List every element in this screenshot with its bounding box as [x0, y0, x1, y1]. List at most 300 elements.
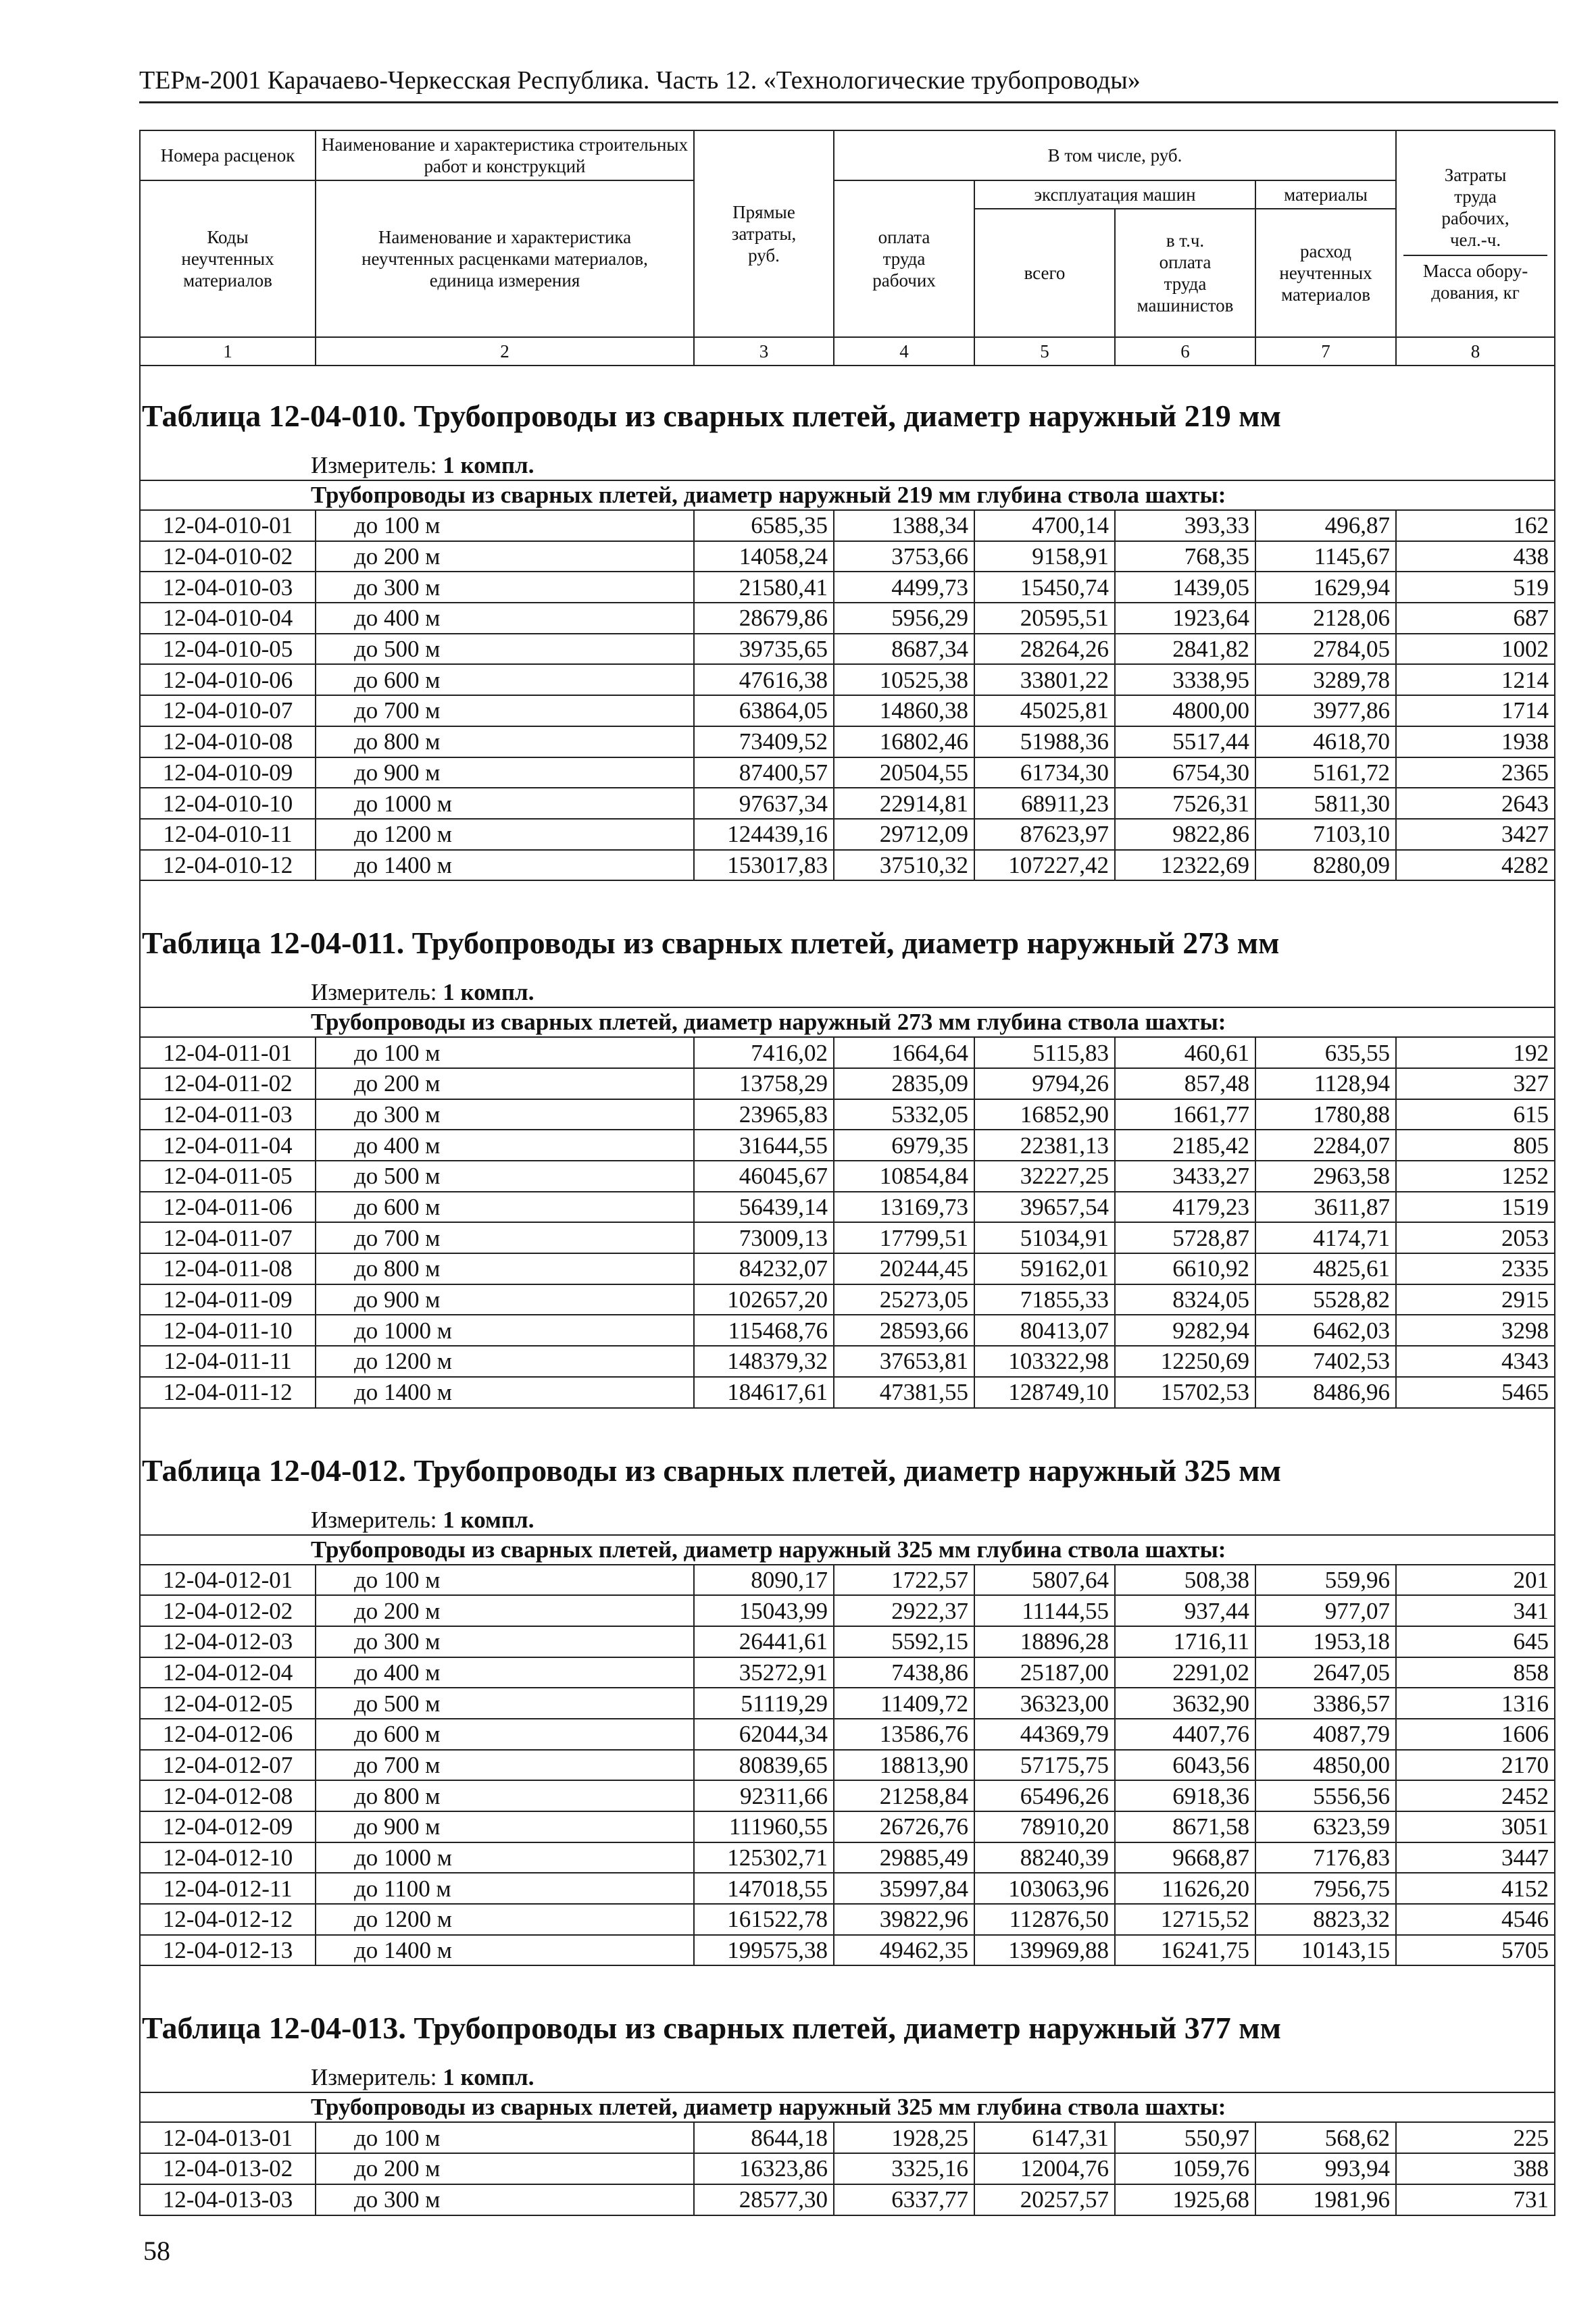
unit-value: 1 компл.: [443, 452, 534, 478]
direct-costs: 51119,29: [694, 1688, 834, 1719]
labor-wages: 20244,45: [834, 1253, 974, 1284]
labor-hours: 519: [1396, 572, 1555, 603]
labor-wages: 4499,73: [834, 572, 974, 603]
labor-wages: 2835,09: [834, 1068, 974, 1099]
rate-code: 12-04-012-02: [140, 1595, 316, 1626]
machinist-wages: 508,38: [1115, 1565, 1255, 1596]
work-name: до 500 м: [316, 1688, 694, 1719]
materials-cost: 2963,58: [1255, 1161, 1396, 1192]
machinist-wages: 7526,31: [1115, 788, 1255, 819]
col2-bottom-header: Наименование и характеристика неучтенных расценками материалов, единица измерения: [316, 180, 694, 337]
materials-cost: 2128,06: [1255, 603, 1396, 634]
subtitle-row: [140, 2092, 1555, 2122]
machinist-wages: 12250,69: [1115, 1346, 1255, 1377]
column-number: 4: [834, 337, 974, 366]
direct-costs: 92311,66: [694, 1780, 834, 1811]
materials-cost: 2647,05: [1255, 1657, 1396, 1688]
direct-costs: 31644,55: [694, 1130, 834, 1161]
labor-hours: 1214: [1396, 664, 1555, 695]
table-row: [140, 1130, 1555, 1161]
machines-total: 16852,90: [974, 1099, 1115, 1130]
labor-wages: 22914,81: [834, 788, 974, 819]
unit-row: [140, 978, 1555, 1007]
work-name: до 600 м: [316, 664, 694, 695]
rate-code: 12-04-010-11: [140, 819, 316, 850]
table-row: [140, 726, 1555, 757]
materials-cost: 8486,96: [1255, 1377, 1396, 1408]
table-subtitle: Трубопроводы из сварных плетей, диаметр наружный 273 мм глубина ствола шахты:: [140, 1007, 1555, 1037]
direct-costs: 73009,13: [694, 1222, 834, 1253]
machines-header: эксплуатация машин: [974, 180, 1255, 209]
direct-costs: 14058,24: [694, 541, 834, 572]
unit-label: Измеритель:: [311, 1506, 437, 1533]
direct-costs: 97637,34: [694, 788, 834, 819]
labor-wages: 1722,57: [834, 1565, 974, 1596]
table-title: Таблица 12-04-010. Трубопроводы из сварных плетей, диаметр наружный 219 мм: [140, 381, 1555, 451]
labor-wages: 2922,37: [834, 1595, 974, 1626]
rate-code: 12-04-012-10: [140, 1842, 316, 1873]
direct-costs: 23965,83: [694, 1099, 834, 1130]
table-row: [140, 1037, 1555, 1068]
work-name: до 400 м: [316, 603, 694, 634]
labor-wages: 5956,29: [834, 603, 974, 634]
labor-hours: 4546: [1396, 1904, 1555, 1935]
labor-hours: 201: [1396, 1565, 1555, 1596]
column-number: 3: [694, 337, 834, 366]
direct-costs: 147018,55: [694, 1873, 834, 1904]
rate-code: 12-04-010-03: [140, 572, 316, 603]
materials-cost: 3386,57: [1255, 1688, 1396, 1719]
col3-header: Прямые затраты, руб.: [694, 130, 834, 337]
rate-code: 12-04-010-06: [140, 664, 316, 695]
spacer-cell: [140, 880, 1555, 908]
labor-wages: 47381,55: [834, 1377, 974, 1408]
machines-total: 28264,26: [974, 634, 1115, 665]
machinist-wages: 8324,05: [1115, 1284, 1255, 1315]
materials-cost: 496,87: [1255, 510, 1396, 541]
machines-total: 61734,30: [974, 757, 1115, 788]
price-table: [139, 130, 1555, 2216]
col2-top-header: Наименование и характеристика строительных работ и конструкций: [316, 130, 694, 180]
materials-cost: 977,07: [1255, 1595, 1396, 1626]
work-name: до 500 м: [316, 634, 694, 665]
work-name: до 500 м: [316, 1161, 694, 1192]
machinist-wages: 1923,64: [1115, 603, 1255, 634]
machines-total: 11144,55: [974, 1595, 1115, 1626]
rate-code: 12-04-010-09: [140, 757, 316, 788]
direct-costs: 13758,29: [694, 1068, 834, 1099]
labor-hours: 2365: [1396, 757, 1555, 788]
table-row: [140, 572, 1555, 603]
labor-hours: 3298: [1396, 1315, 1555, 1346]
labor-wages: 5592,15: [834, 1626, 974, 1657]
materials-cost: 7103,10: [1255, 819, 1396, 850]
table-row: [140, 1315, 1555, 1346]
work-name: до 900 м: [316, 1284, 694, 1315]
machinist-wages: 16241,75: [1115, 1935, 1255, 1966]
direct-costs: 21580,41: [694, 572, 834, 603]
work-name: до 200 м: [316, 2153, 694, 2184]
table-row: [140, 2122, 1555, 2153]
work-name: до 800 м: [316, 1253, 694, 1284]
machines-total: 12004,76: [974, 2153, 1115, 2184]
materials-header: материалы: [1255, 180, 1396, 209]
rate-code: 12-04-012-06: [140, 1719, 316, 1750]
table-row: [140, 541, 1555, 572]
labor-wages: 35997,84: [834, 1873, 974, 1904]
materials-cost: 1629,94: [1255, 572, 1396, 603]
labor-hours: 731: [1396, 2184, 1555, 2215]
rate-code: 12-04-012-01: [140, 1565, 316, 1596]
machinist-wages: 9668,87: [1115, 1842, 1255, 1873]
materials-cost: 2784,05: [1255, 634, 1396, 665]
table-row: [140, 1873, 1555, 1904]
labor-wages: 8687,34: [834, 634, 974, 665]
direct-costs: 39735,65: [694, 634, 834, 665]
rate-code: 12-04-012-09: [140, 1811, 316, 1842]
direct-costs: 46045,67: [694, 1161, 834, 1192]
machines-total: 59162,01: [974, 1253, 1115, 1284]
work-name: до 1100 м: [316, 1873, 694, 1904]
table-row: [140, 1842, 1555, 1873]
rate-code: 12-04-010-12: [140, 850, 316, 881]
rate-code: 12-04-012-13: [140, 1935, 316, 1966]
materials-cost: 3611,87: [1255, 1192, 1396, 1223]
labor-wages: 29712,09: [834, 819, 974, 850]
materials-cost: 8823,32: [1255, 1904, 1396, 1935]
work-name: до 900 м: [316, 757, 694, 788]
machinist-wages: 937,44: [1115, 1595, 1255, 1626]
labor-wages: 25273,05: [834, 1284, 974, 1315]
work-name: до 1000 м: [316, 1315, 694, 1346]
machines-total: 36323,00: [974, 1688, 1115, 1719]
table-row: [140, 1099, 1555, 1130]
materials-cost: 4825,61: [1255, 1253, 1396, 1284]
subtitle-row: [140, 1535, 1555, 1565]
table-row: [140, 1935, 1555, 1966]
machinist-wages: 1661,77: [1115, 1099, 1255, 1130]
rate-code: 12-04-012-12: [140, 1904, 316, 1935]
rate-code: 12-04-010-04: [140, 603, 316, 634]
labor-hours: 438: [1396, 541, 1555, 572]
machines-total: 107227,42: [974, 850, 1115, 881]
labor-wages: 17799,51: [834, 1222, 974, 1253]
direct-costs: 125302,71: [694, 1842, 834, 1873]
rate-code: 12-04-010-05: [140, 634, 316, 665]
materials-cost: 7176,83: [1255, 1842, 1396, 1873]
group-header: В том числе, руб.: [834, 130, 1396, 180]
machines-total: 88240,39: [974, 1842, 1115, 1873]
machines-total: 80413,07: [974, 1315, 1115, 1346]
labor-wages: 26726,76: [834, 1811, 974, 1842]
labor-wages: 3325,16: [834, 2153, 974, 2184]
table-row: [140, 1904, 1555, 1935]
table-row: [140, 819, 1555, 850]
table-section-title: [140, 908, 1555, 978]
materials-cost: 568,62: [1255, 2122, 1396, 2153]
table-section-title: [140, 381, 1555, 451]
unit-row: [140, 2063, 1555, 2092]
rate-code: 12-04-010-07: [140, 695, 316, 726]
section-spacer: [140, 880, 1555, 908]
table-section-title: [140, 1993, 1555, 2063]
labor-wages: 11409,72: [834, 1688, 974, 1719]
materials-cost: 4174,71: [1255, 1222, 1396, 1253]
materials-cost: 3977,86: [1255, 695, 1396, 726]
subtitle-row: [140, 480, 1555, 510]
work-name: до 1400 м: [316, 1935, 694, 1966]
machinist-wages: 550,97: [1115, 2122, 1255, 2153]
materials-cost: 5528,82: [1255, 1284, 1396, 1315]
rate-code: 12-04-012-11: [140, 1873, 316, 1904]
machinist-wages: 9822,86: [1115, 819, 1255, 850]
machines-total: 25187,00: [974, 1657, 1115, 1688]
rate-code: 12-04-010-02: [140, 541, 316, 572]
table-row: [140, 1719, 1555, 1750]
direct-costs: 47616,38: [694, 664, 834, 695]
labor-hours: 1316: [1396, 1688, 1555, 1719]
machines-total: 20257,57: [974, 2184, 1115, 2215]
machines-total: 57175,75: [974, 1750, 1115, 1781]
direct-costs: 28577,30: [694, 2184, 834, 2215]
work-name: до 600 м: [316, 1719, 694, 1750]
direct-costs: 62044,34: [694, 1719, 834, 1750]
work-name: до 700 м: [316, 695, 694, 726]
labor-hours: 1519: [1396, 1192, 1555, 1223]
table-row: [140, 1192, 1555, 1223]
direct-costs: 7416,02: [694, 1037, 834, 1068]
page-number: 58: [143, 2236, 170, 2266]
labor-wages: 13586,76: [834, 1719, 974, 1750]
labor-hours: 645: [1396, 1626, 1555, 1657]
materials-cost: 635,55: [1255, 1037, 1396, 1068]
machinist-wages: 857,48: [1115, 1068, 1255, 1099]
labor-wages: 6337,77: [834, 2184, 974, 2215]
materials-cost: 5811,30: [1255, 788, 1396, 819]
machinist-wages: 2291,02: [1115, 1657, 1255, 1688]
labor-hours: 5705: [1396, 1935, 1555, 1966]
labor-hours: 3427: [1396, 819, 1555, 850]
work-name: до 800 м: [316, 1780, 694, 1811]
unit-row: [140, 1506, 1555, 1535]
machinist-wages: 4179,23: [1115, 1192, 1255, 1223]
spacer-cell: [140, 1965, 1555, 1993]
column-number: 5: [974, 337, 1115, 366]
machines-total: 4700,14: [974, 510, 1115, 541]
table-row: [140, 2153, 1555, 2184]
labor-hours: 1606: [1396, 1719, 1555, 1750]
materials-cost: 1145,67: [1255, 541, 1396, 572]
labor-hours: 1938: [1396, 726, 1555, 757]
labor-wages: 10854,84: [834, 1161, 974, 1192]
machines-total: 68911,23: [974, 788, 1115, 819]
work-name: до 400 м: [316, 1657, 694, 1688]
table-row: [140, 1068, 1555, 1099]
table-row: [140, 1346, 1555, 1377]
labor-hours: 162: [1396, 510, 1555, 541]
machines-total: 45025,81: [974, 695, 1115, 726]
direct-costs: 102657,20: [694, 1284, 834, 1315]
labor-hours: 4282: [1396, 850, 1555, 881]
table-row: [140, 634, 1555, 665]
machines-total: 20595,51: [974, 603, 1115, 634]
direct-costs: 161522,78: [694, 1904, 834, 1935]
machines-total: 44369,79: [974, 1719, 1115, 1750]
machines-total: 5807,64: [974, 1565, 1115, 1596]
col1-top-header: Номера расценок: [140, 130, 316, 180]
work-name: до 1000 м: [316, 788, 694, 819]
column-number: 7: [1255, 337, 1396, 366]
labor-wages: 6979,35: [834, 1130, 974, 1161]
direct-costs: 184617,61: [694, 1377, 834, 1408]
direct-costs: 63864,05: [694, 695, 834, 726]
machinist-wages: 4800,00: [1115, 695, 1255, 726]
materials-cost: 1953,18: [1255, 1626, 1396, 1657]
machines-total: 139969,88: [974, 1935, 1115, 1966]
col5-header: всего: [974, 209, 1115, 337]
table-row: [140, 1161, 1555, 1192]
table-row: [140, 850, 1555, 881]
direct-costs: 80839,65: [694, 1750, 834, 1781]
labor-hours: 615: [1396, 1099, 1555, 1130]
materials-cost: 6323,59: [1255, 1811, 1396, 1842]
work-name: до 300 м: [316, 572, 694, 603]
machinist-wages: 460,61: [1115, 1037, 1255, 1068]
machines-total: 128749,10: [974, 1377, 1115, 1408]
materials-cost: 1981,96: [1255, 2184, 1396, 2215]
rate-code: 12-04-011-10: [140, 1315, 316, 1346]
labor-hours: 805: [1396, 1130, 1555, 1161]
direct-costs: 28679,86: [694, 603, 834, 634]
machinist-wages: 1439,05: [1115, 572, 1255, 603]
materials-cost: 4618,70: [1255, 726, 1396, 757]
materials-cost: 5161,72: [1255, 757, 1396, 788]
unit-row: [140, 451, 1555, 480]
labor-wages: 20504,55: [834, 757, 974, 788]
section-spacer: [140, 1408, 1555, 1436]
table-row: [140, 1811, 1555, 1842]
materials-cost: 7402,53: [1255, 1346, 1396, 1377]
direct-costs: 111960,55: [694, 1811, 834, 1842]
labor-hours: 2643: [1396, 788, 1555, 819]
work-name: до 300 м: [316, 2184, 694, 2215]
work-name: до 200 м: [316, 1595, 694, 1626]
direct-costs: 35272,91: [694, 1657, 834, 1688]
labor-wages: 18813,90: [834, 1750, 974, 1781]
machines-total: 9794,26: [974, 1068, 1115, 1099]
labor-wages: 5332,05: [834, 1099, 974, 1130]
machinist-wages: 3338,95: [1115, 664, 1255, 695]
table-row: [140, 1595, 1555, 1626]
table-row: [140, 1284, 1555, 1315]
table-subtitle: Трубопроводы из сварных плетей, диаметр наружный 325 мм глубина ствола шахты:: [140, 2092, 1555, 2122]
labor-hours: 341: [1396, 1595, 1555, 1626]
rate-code: 12-04-011-07: [140, 1222, 316, 1253]
direct-costs: 153017,83: [694, 850, 834, 881]
machinist-wages: 6754,30: [1115, 757, 1255, 788]
unit-label: Измеритель:: [311, 979, 437, 1006]
header-row-2: [140, 180, 1555, 209]
direct-costs: 8644,18: [694, 2122, 834, 2153]
work-name: до 400 м: [316, 1130, 694, 1161]
header-rule: [139, 101, 1558, 103]
labor-hours: 1002: [1396, 634, 1555, 665]
table-row: [140, 1565, 1555, 1596]
labor-hours: 3051: [1396, 1811, 1555, 1842]
machinist-wages: 768,35: [1115, 541, 1255, 572]
work-name: до 600 м: [316, 1192, 694, 1223]
materials-cost: 8280,09: [1255, 850, 1396, 881]
direct-costs: 87400,57: [694, 757, 834, 788]
materials-cost: 2284,07: [1255, 1130, 1396, 1161]
work-name: до 800 м: [316, 726, 694, 757]
column-number: 2: [316, 337, 694, 366]
direct-costs: 73409,52: [694, 726, 834, 757]
machinist-wages: 11626,20: [1115, 1873, 1255, 1904]
direct-costs: 26441,61: [694, 1626, 834, 1657]
labor-wages: 21258,84: [834, 1780, 974, 1811]
labor-wages: 1664,64: [834, 1037, 974, 1068]
materials-cost: 4850,00: [1255, 1750, 1396, 1781]
direct-costs: 199575,38: [694, 1935, 834, 1966]
table-row: [140, 664, 1555, 695]
rate-code: 12-04-011-01: [140, 1037, 316, 1068]
machines-total: 18896,28: [974, 1626, 1115, 1657]
labor-wages: 10525,38: [834, 664, 974, 695]
labor-hours: 5465: [1396, 1377, 1555, 1408]
labor-hours: 4343: [1396, 1346, 1555, 1377]
labor-wages: 28593,66: [834, 1315, 974, 1346]
column-number: 1: [140, 337, 316, 366]
rate-code: 12-04-011-04: [140, 1130, 316, 1161]
rate-code: 12-04-011-11: [140, 1346, 316, 1377]
rate-code: 12-04-011-12: [140, 1377, 316, 1408]
unit-cell: [140, 2063, 1555, 2092]
labor-hours: 2170: [1396, 1750, 1555, 1781]
rate-code: 12-04-012-03: [140, 1626, 316, 1657]
table-row: [140, 757, 1555, 788]
rate-code: 12-04-010-10: [140, 788, 316, 819]
labor-hours: 858: [1396, 1657, 1555, 1688]
labor-wages: 1928,25: [834, 2122, 974, 2153]
spacer-cell: [140, 366, 1555, 381]
header-row-1: [140, 130, 1555, 180]
machinist-wages: 6043,56: [1115, 1750, 1255, 1781]
unit-cell: [140, 1506, 1555, 1535]
direct-costs: 148379,32: [694, 1346, 834, 1377]
machinist-wages: 5728,87: [1115, 1222, 1255, 1253]
materials-cost: 993,94: [1255, 2153, 1396, 2184]
table-section-title: [140, 1436, 1555, 1506]
labor-wages: 13169,73: [834, 1192, 974, 1223]
rate-code: 12-04-013-03: [140, 2184, 316, 2215]
direct-costs: 115468,76: [694, 1315, 834, 1346]
materials-cost: 4087,79: [1255, 1719, 1396, 1750]
machines-total: 103063,96: [974, 1873, 1115, 1904]
machinist-wages: 2841,82: [1115, 634, 1255, 665]
work-name: до 200 м: [316, 541, 694, 572]
table-row: [140, 1688, 1555, 1719]
col1-bottom-header: Коды неучтенных материалов: [140, 180, 316, 337]
work-name: до 1200 м: [316, 819, 694, 850]
machines-total: 5115,83: [974, 1037, 1115, 1068]
machines-total: 39657,54: [974, 1192, 1115, 1223]
materials-cost: 1128,94: [1255, 1068, 1396, 1099]
labor-hours: 2053: [1396, 1222, 1555, 1253]
section-spacer: [140, 1965, 1555, 1993]
machinist-wages: 3632,90: [1115, 1688, 1255, 1719]
direct-costs: 16323,86: [694, 2153, 834, 2184]
